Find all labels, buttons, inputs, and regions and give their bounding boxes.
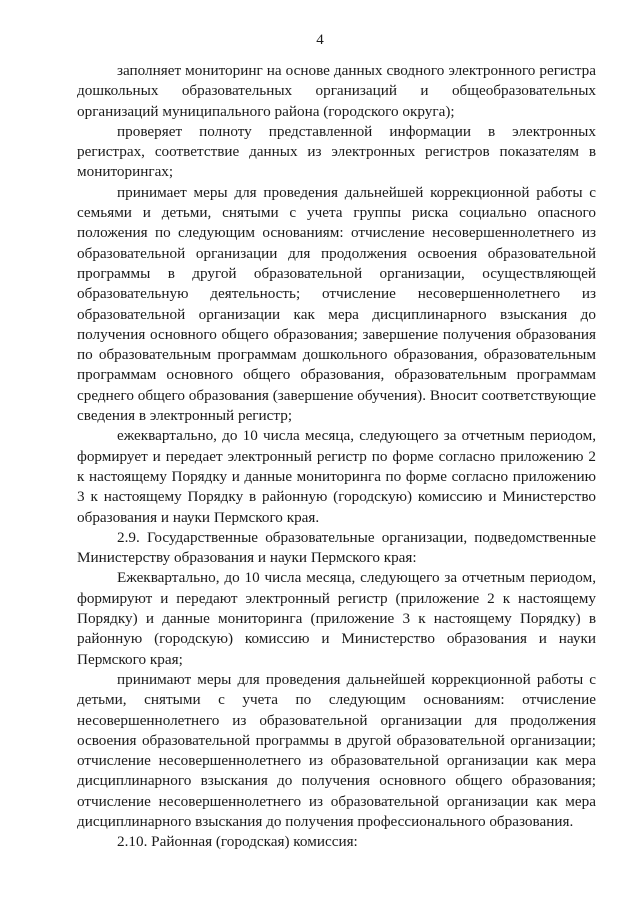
section-2-10-heading: 2.10. Районная (городская) комиссия:: [117, 833, 358, 851]
document-body: [77, 61, 596, 853]
paragraph-quarterly-register: ежеквартально, до 10 числа месяца, следующего за отчетным периодом, формирует и передает электронный регистр по форме согласно приложению 2 к настоящему Порядку и данные мониторинга по форме согласно приложению 3 к настоящему Порядку в районную (городскую) комиссию и Министерство образования и науки Пермского края.: [77, 427, 596, 526]
paragraph-state-orgs-measures: принимают меры для проведения дальнейшей коррекционной работы с детьми, снятыми с учета по следующим основаниям: отчисление несовершеннолетнего из образовательной организации для продолжения освоения образовательной программы в другой образовательной организации; отчисление несовершеннолетнего из образовательной организации как мера дисциплинарного взыскания до получения основного общего образования; отчисление несовершеннолетнего из образовательной организации как мера дисциплинарного взыскания до получения профессионального образования.: [77, 670, 596, 830]
paragraph-state-orgs-quarterly: Ежеквартально, до 10 числа месяца, следующего за отчетным периодом, формируют и передают электронный регистр (приложение 2 к настоящему Порядку) и данные мониторинга (приложение 3 к настоящему Порядку) в районную (городскую) комиссию и Министерство образования и науки Пермского края;: [77, 569, 596, 668]
paragraph-checks-completeness: проверяет полноту представленной информации в электронных регистрах, соответствие данных из электронных регистров показателям в мониторингах;: [77, 122, 596, 181]
paragraph-correction-measures: принимает меры для проведения дальнейшей коррекционной работы с семьями и детьми, снятыми с учета группы риска социально опасного положения по следующим основаниям: отчисление несовершеннолетнего из образовательной организации для продолжения освоения образовательной программы в другой образовательной организации, осуществляющей образовательную деятельность; отчисление несовершеннолетнего из образовательной организации как мера дисциплинарного взыскания до получения основного общего образования; завершение получения образования по образовательным программам дошкольного образования, образовательным программам основного общего образования, образовательным программам среднего общего образования (завершение обучения). Вносит соответствующие сведения в электронный регистр;: [77, 183, 596, 425]
paragraph-fills-monitoring: заполняет мониторинг на основе данных сводного электронного регистра дошкольных образовательных организаций и общеобразовательных организаций муниципального района (городского округа);: [77, 62, 596, 120]
page-number: 4: [316, 32, 324, 48]
section-2-9-heading: 2.9. Государственные образовательные организации, подведомственные Министерству образования и науки Пермского края:: [77, 528, 596, 567]
